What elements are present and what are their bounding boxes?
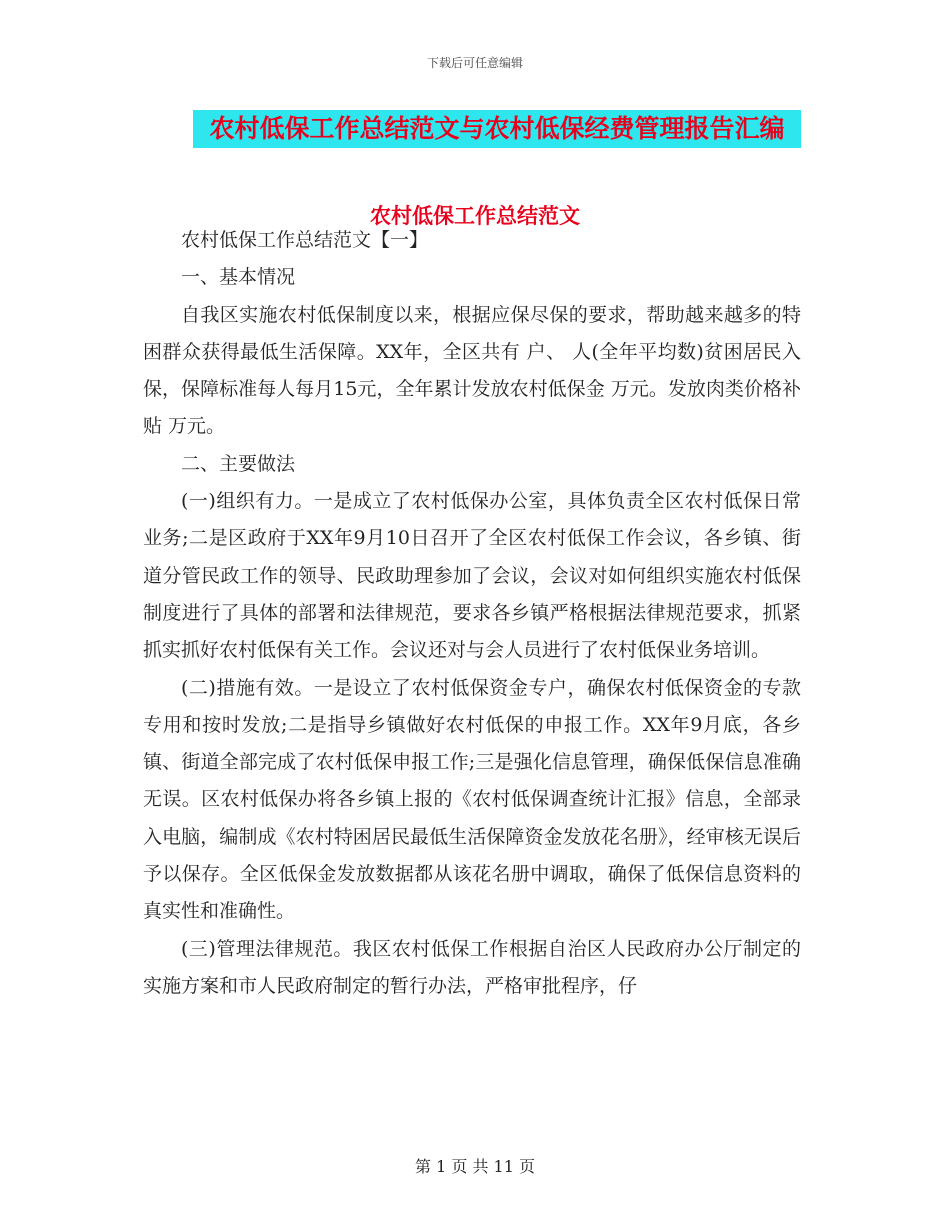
page-footer: 第 1 页 共 11 页: [415, 1157, 535, 1176]
paragraph-subtitle: 农村低保工作总结范文【一】: [181, 229, 429, 251]
heading-basic-situation: 一、基本情况: [181, 266, 296, 289]
section-title: 农村低保工作总结范文: [370, 203, 580, 228]
paragraph-organization: (一)组织有力。一是成立了农村低保办公室，具体负责全区农村低保日常业务;二是区政府于XX年9月10日召开了全区农村低保工作会议，各乡镇、街道分管民政工作的领导、民政助理参加了会议，会议对如何组织实施农村低保制度进行了具体的部署和法律规范，要求各乡镇严格根据法律规范要求，抓紧抓实抓好农村低保有关工作。会议还对与会人员进行了农村低保业务培训。: [143, 490, 801, 662]
paragraph-basic-situation: 自我区实施农村低保制度以来，根据应保尽保的要求，帮助越来越多的特困群众获得最低生活保障。XX年，全区共有 户、 人(全年平均数)贫困居民入保，保障标准每人每月15元，全年累计发放农村低保金 万元。发放肉类价格补贴 万元。: [143, 303, 801, 438]
document-body: [143, 222, 801, 1005]
paragraph-management: (三)管理法律规范。我区农村低保工作根据自治区人民政府办公厅制定的实施方案和市人民政府制定的暂行办法，严格审批程序，仔: [143, 937, 801, 997]
document-main-title: 农村低保工作总结范文与农村低保经费管理报告汇编: [193, 110, 801, 148]
paragraph-measures: (二)措施有效。一是设立了农村低保资金专户，确保农村低保资金的专款专用和按时发放;二是指导乡镇做好农村低保的申报工作。XX年9月底，各乡镇、街道全部完成了农村低保申报工作;三是强化信息管理，确保低保信息准确无误。区农村低保办将各乡镇上报的《农村低保调查统计汇报》信息，全部录入电脑，编制成《农村特困居民最低生活保障资金发放花名册》，经审核无误后予以保存。全区低保金发放数据都从该花名册中调取，确保了低保信息资料的真实性和准确性。: [143, 676, 801, 923]
header-note: 下载后可任意编辑: [426, 56, 523, 70]
heading-main-practices: 二、主要做法: [181, 452, 296, 475]
